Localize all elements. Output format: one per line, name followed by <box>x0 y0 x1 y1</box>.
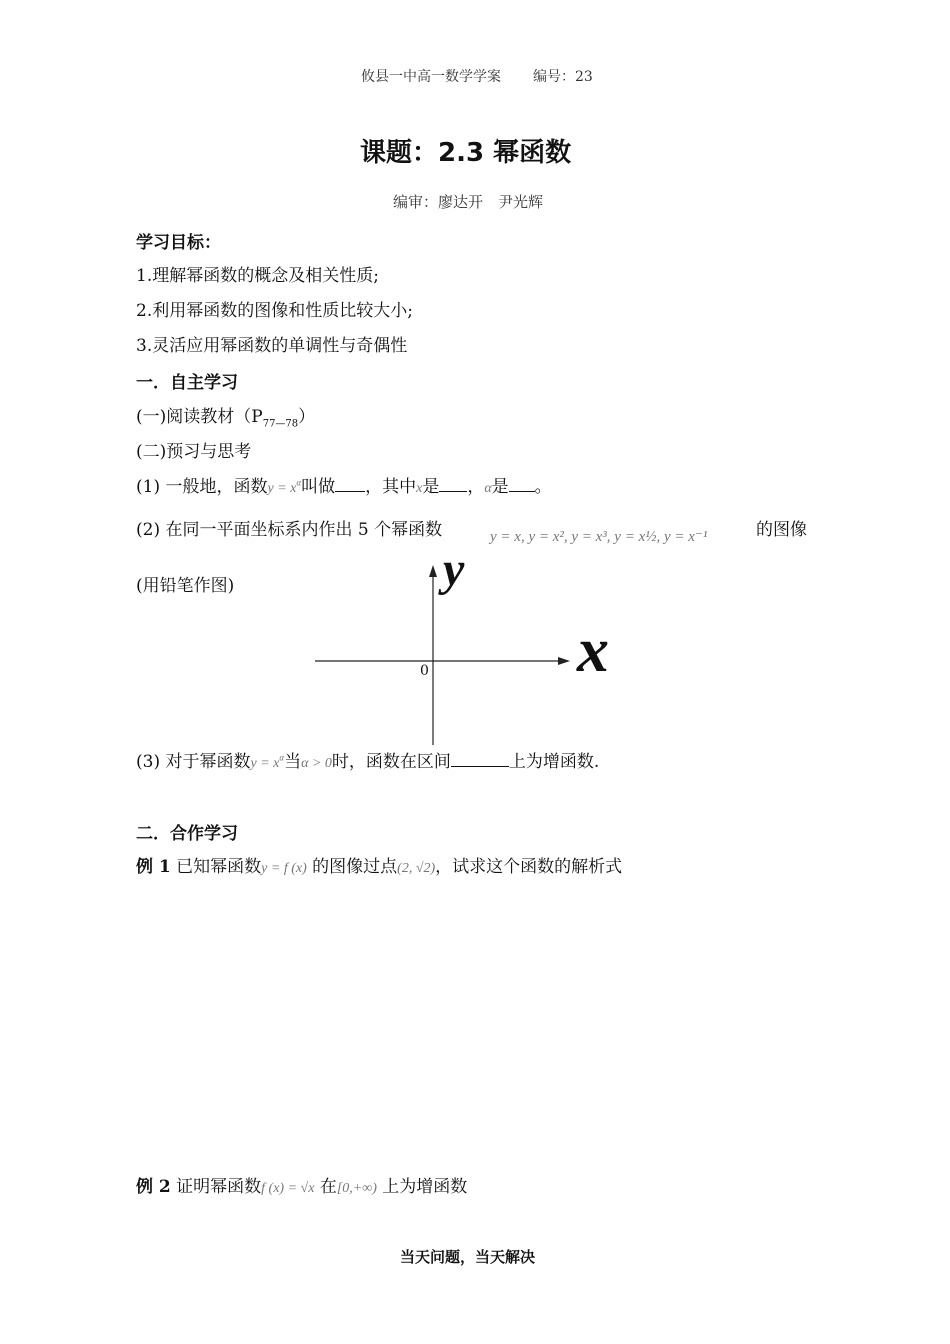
editors: 编审：廖达开 尹光辉 <box>393 193 544 211</box>
y-axis-arrow <box>429 565 437 577</box>
section1-reading: (一)阅读教材$(P_{77—78})$ <box>136 407 316 430</box>
question-3: (3) 对于幂函数$y = x^\alpha$当α > 0时，函数在区间 上为增函数. <box>136 752 600 772</box>
objective-1: 1.理解幂函数的概念及相关性质; <box>136 266 379 286</box>
x-axis-arrow <box>558 657 570 665</box>
question-2-formulas: y = x, y = x², y = x³, y = x½, y = x⁻¹ <box>490 529 708 545</box>
question-2-suffix: 的图像 <box>756 520 807 540</box>
origin-label: 0 <box>420 663 429 679</box>
example-2: 例 2 证明幂函数f (x) = √x 在[0,+∞) 上为增函数 <box>136 1177 468 1197</box>
x-axis-label: x <box>577 614 609 685</box>
header-school: 攸县一中高一数学学案 <box>361 69 501 85</box>
objective-2: 2.利用幂函数的图像和性质比较大小; <box>136 301 413 321</box>
objectives-heading: 学习目标： <box>136 233 221 253</box>
section1-preview: (二)预习与思考 <box>136 442 252 462</box>
example-1: 例 1 已知幂函数y = f (x) 的图像过点(2, √2)，试求这个函数的解析式 <box>136 857 623 877</box>
question-2-text: (2) 在同一平面坐标系内作出 5 个幂函数 <box>136 520 443 540</box>
section2-heading: 二．合作学习 <box>136 824 238 844</box>
header-number: 编号：23 <box>533 69 593 85</box>
question-2-pencil-note: (用铅笔作图) <box>136 576 235 596</box>
question-1: (1) 一般地，函数$y = x^\alpha$叫做 ，其中x是 ，α是 。 <box>136 477 552 497</box>
y-axis-label: y <box>443 543 465 596</box>
page-title: 课题：2.3 幂函数 <box>360 138 572 168</box>
footer-motto: 当天问题，当天解决 <box>400 1248 536 1266</box>
objective-3: 3.灵活应用幂函数的单调性与奇偶性 <box>136 336 408 356</box>
section1-heading: 一．自主学习 <box>136 373 238 393</box>
